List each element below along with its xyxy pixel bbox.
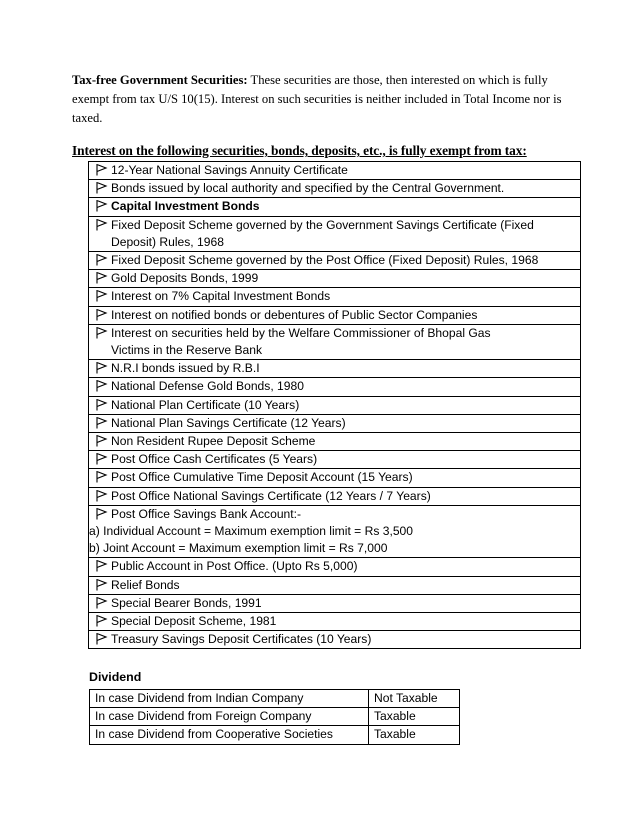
flag-icon xyxy=(95,307,111,324)
exempt-item-text: Special Bearer Bonds, 1991 xyxy=(111,595,262,610)
exempt-item-text: Treasury Savings Deposit Certificates (10 Years) xyxy=(111,632,372,647)
flag-icon xyxy=(95,180,111,197)
exempt-item-cell xyxy=(89,613,581,631)
exempt-item-cell xyxy=(89,414,581,432)
exempt-item-row xyxy=(89,469,581,487)
exempt-item-row xyxy=(89,324,581,359)
flag-icon xyxy=(95,469,111,486)
exempt-item-cell xyxy=(89,288,581,306)
exempt-item-text: Post Office Cash Certificates (5 Years) xyxy=(111,452,318,467)
exempt-item-text: Non Resident Rupee Deposit Scheme xyxy=(111,434,316,449)
exempt-item-cell xyxy=(89,270,581,288)
exempt-item-row xyxy=(89,378,581,396)
exempt-item-row xyxy=(89,451,581,469)
flag-icon xyxy=(95,360,111,377)
exempt-item-cell xyxy=(89,576,581,594)
dividend-status-cell: Taxable xyxy=(369,726,460,744)
dividend-row xyxy=(90,726,460,744)
exempt-item-cell xyxy=(89,451,581,469)
exempt-item-text: Fixed Deposit Scheme governed by the Government Savings Certificate (Fixed xyxy=(111,217,534,232)
flag-icon xyxy=(95,613,111,630)
dividend-table xyxy=(89,689,460,745)
exempt-item-text: Gold Deposits Bonds, 1999 xyxy=(111,271,259,286)
intro-text: These securities are those, then interested on which is fully exempt from tax U/S 10(15). Interest on such securities is neither included in Total Income nor is taxed. xyxy=(72,73,562,125)
dividend-source-cell: In case Dividend from Cooperative Societies xyxy=(90,726,369,744)
dividend-row xyxy=(90,690,460,708)
exempt-item-row xyxy=(89,306,581,324)
exempt-item-cell xyxy=(89,469,581,487)
exempt-subitem-text: a) Individual Account = Maximum exemption limit = Rs 3,500 xyxy=(89,524,413,539)
exempt-item-cell xyxy=(89,180,581,198)
exempt-item-row xyxy=(89,180,581,198)
exempt-subitem-text: b) Joint Account = Maximum exemption limit = Rs 7,000 xyxy=(89,541,388,556)
flag-icon xyxy=(95,325,111,342)
dividend-status-cell: Not Taxable xyxy=(369,690,460,708)
exempt-item-cell xyxy=(89,594,581,612)
exempt-item-text: Post Office Cumulative Time Deposit Account (15 Years) xyxy=(111,470,413,485)
flag-icon xyxy=(95,558,111,575)
flag-icon xyxy=(95,595,111,612)
flag-icon xyxy=(95,488,111,505)
exempt-item-cell xyxy=(89,631,581,649)
dividend-source-cell: In case Dividend from Foreign Company xyxy=(90,708,369,726)
flag-icon xyxy=(95,397,111,414)
exempt-item-row xyxy=(89,433,581,451)
exempt-securities-body xyxy=(89,162,581,649)
exempt-item-text: 12-Year National Savings Annuity Certificate xyxy=(111,163,348,177)
exempt-item-text: Victims in the Reserve Bank xyxy=(111,343,263,358)
exempt-item-row xyxy=(89,594,581,612)
exempt-item-cell xyxy=(89,162,581,180)
dividend-row xyxy=(90,708,460,726)
flag-icon xyxy=(95,415,111,432)
exempt-item-text: Public Account in Post Office. (Upto Rs 5,000) xyxy=(111,559,358,574)
flag-icon xyxy=(95,252,111,269)
exempt-item-row xyxy=(89,216,581,251)
exempt-item-text: National Plan Certificate (10 Years) xyxy=(111,397,300,412)
exempt-item-row xyxy=(89,252,581,270)
exempt-item-row xyxy=(89,396,581,414)
exempt-item-text: Deposit) Rules, 1968 xyxy=(111,234,224,249)
flag-icon xyxy=(95,577,111,594)
exempt-item-cell xyxy=(89,360,581,378)
exempt-item-cell xyxy=(89,558,581,576)
intro-paragraph xyxy=(72,71,572,128)
exempt-item-text: Interest on 7% Capital Investment Bonds xyxy=(111,289,331,304)
exempt-item-row xyxy=(89,270,581,288)
exempt-heading: Interest on the following securities, bonds, deposits, etc., is fully exempt from tax: xyxy=(72,143,527,158)
flag-icon xyxy=(95,378,111,395)
exempt-item-row xyxy=(89,505,581,558)
exempt-securities-table xyxy=(88,161,581,649)
exempt-item-row xyxy=(89,576,581,594)
exempt-item-cell xyxy=(89,505,581,558)
exempt-item-cell xyxy=(89,216,581,251)
exempt-item-cell xyxy=(89,306,581,324)
flag-icon xyxy=(95,270,111,287)
exempt-item-row xyxy=(89,631,581,649)
exempt-item-text: Post Office Savings Bank Account:- xyxy=(111,506,302,521)
exempt-item-row xyxy=(89,613,581,631)
exempt-item-text: Post Office National Savings Certificate (12 Years / 7 Years) xyxy=(111,488,431,503)
exempt-item-text: Special Deposit Scheme, 1981 xyxy=(111,614,277,629)
exempt-item-text: Fixed Deposit Scheme governed by the Post Office (Fixed Deposit) Rules, 1968 xyxy=(111,253,539,268)
dividend-source-cell: In case Dividend from Indian Company xyxy=(90,690,369,708)
flag-icon xyxy=(95,217,111,234)
flag-icon xyxy=(95,451,111,468)
exempt-item-text: National Defense Gold Bonds, 1980 xyxy=(111,379,304,394)
exempt-item-row xyxy=(89,198,581,216)
exempt-item-row xyxy=(89,558,581,576)
exempt-item-text: Interest on notified bonds or debentures of Public Sector Companies xyxy=(111,307,478,322)
flag-icon xyxy=(95,162,111,179)
exempt-item-cell xyxy=(89,396,581,414)
exempt-item-row xyxy=(89,288,581,306)
exempt-item-text: Bonds issued by local authority and specified by the Central Government. xyxy=(111,181,505,196)
exempt-item-cell xyxy=(89,487,581,505)
exempt-item-row xyxy=(89,360,581,378)
exempt-item-cell xyxy=(89,198,581,216)
exempt-item-text: Capital Investment Bonds xyxy=(111,199,260,214)
flag-icon xyxy=(95,506,111,523)
flag-icon xyxy=(95,198,111,215)
dividend-body xyxy=(90,690,460,745)
exempt-item-text: N.R.I bonds issued by R.B.I xyxy=(111,361,260,376)
exempt-item-cell xyxy=(89,252,581,270)
exempt-item-row xyxy=(89,162,581,180)
exempt-item-row xyxy=(89,487,581,505)
dividend-title: Dividend xyxy=(89,670,142,684)
flag-icon xyxy=(95,433,111,450)
flag-icon xyxy=(95,631,111,648)
exempt-item-row xyxy=(89,414,581,432)
exempt-item-text: Interest on securities held by the Welfare Commissioner of Bhopal Gas xyxy=(111,325,491,340)
exempt-item-cell xyxy=(89,324,581,359)
exempt-item-text: National Plan Savings Certificate (12 Years) xyxy=(111,415,346,430)
exempt-item-cell xyxy=(89,433,581,451)
dividend-status-cell: Taxable xyxy=(369,708,460,726)
intro-bold-label: Tax-free Government Securities: xyxy=(72,73,248,87)
exempt-item-text: Relief Bonds xyxy=(111,577,180,592)
exempt-item-cell xyxy=(89,378,581,396)
flag-icon xyxy=(95,288,111,305)
